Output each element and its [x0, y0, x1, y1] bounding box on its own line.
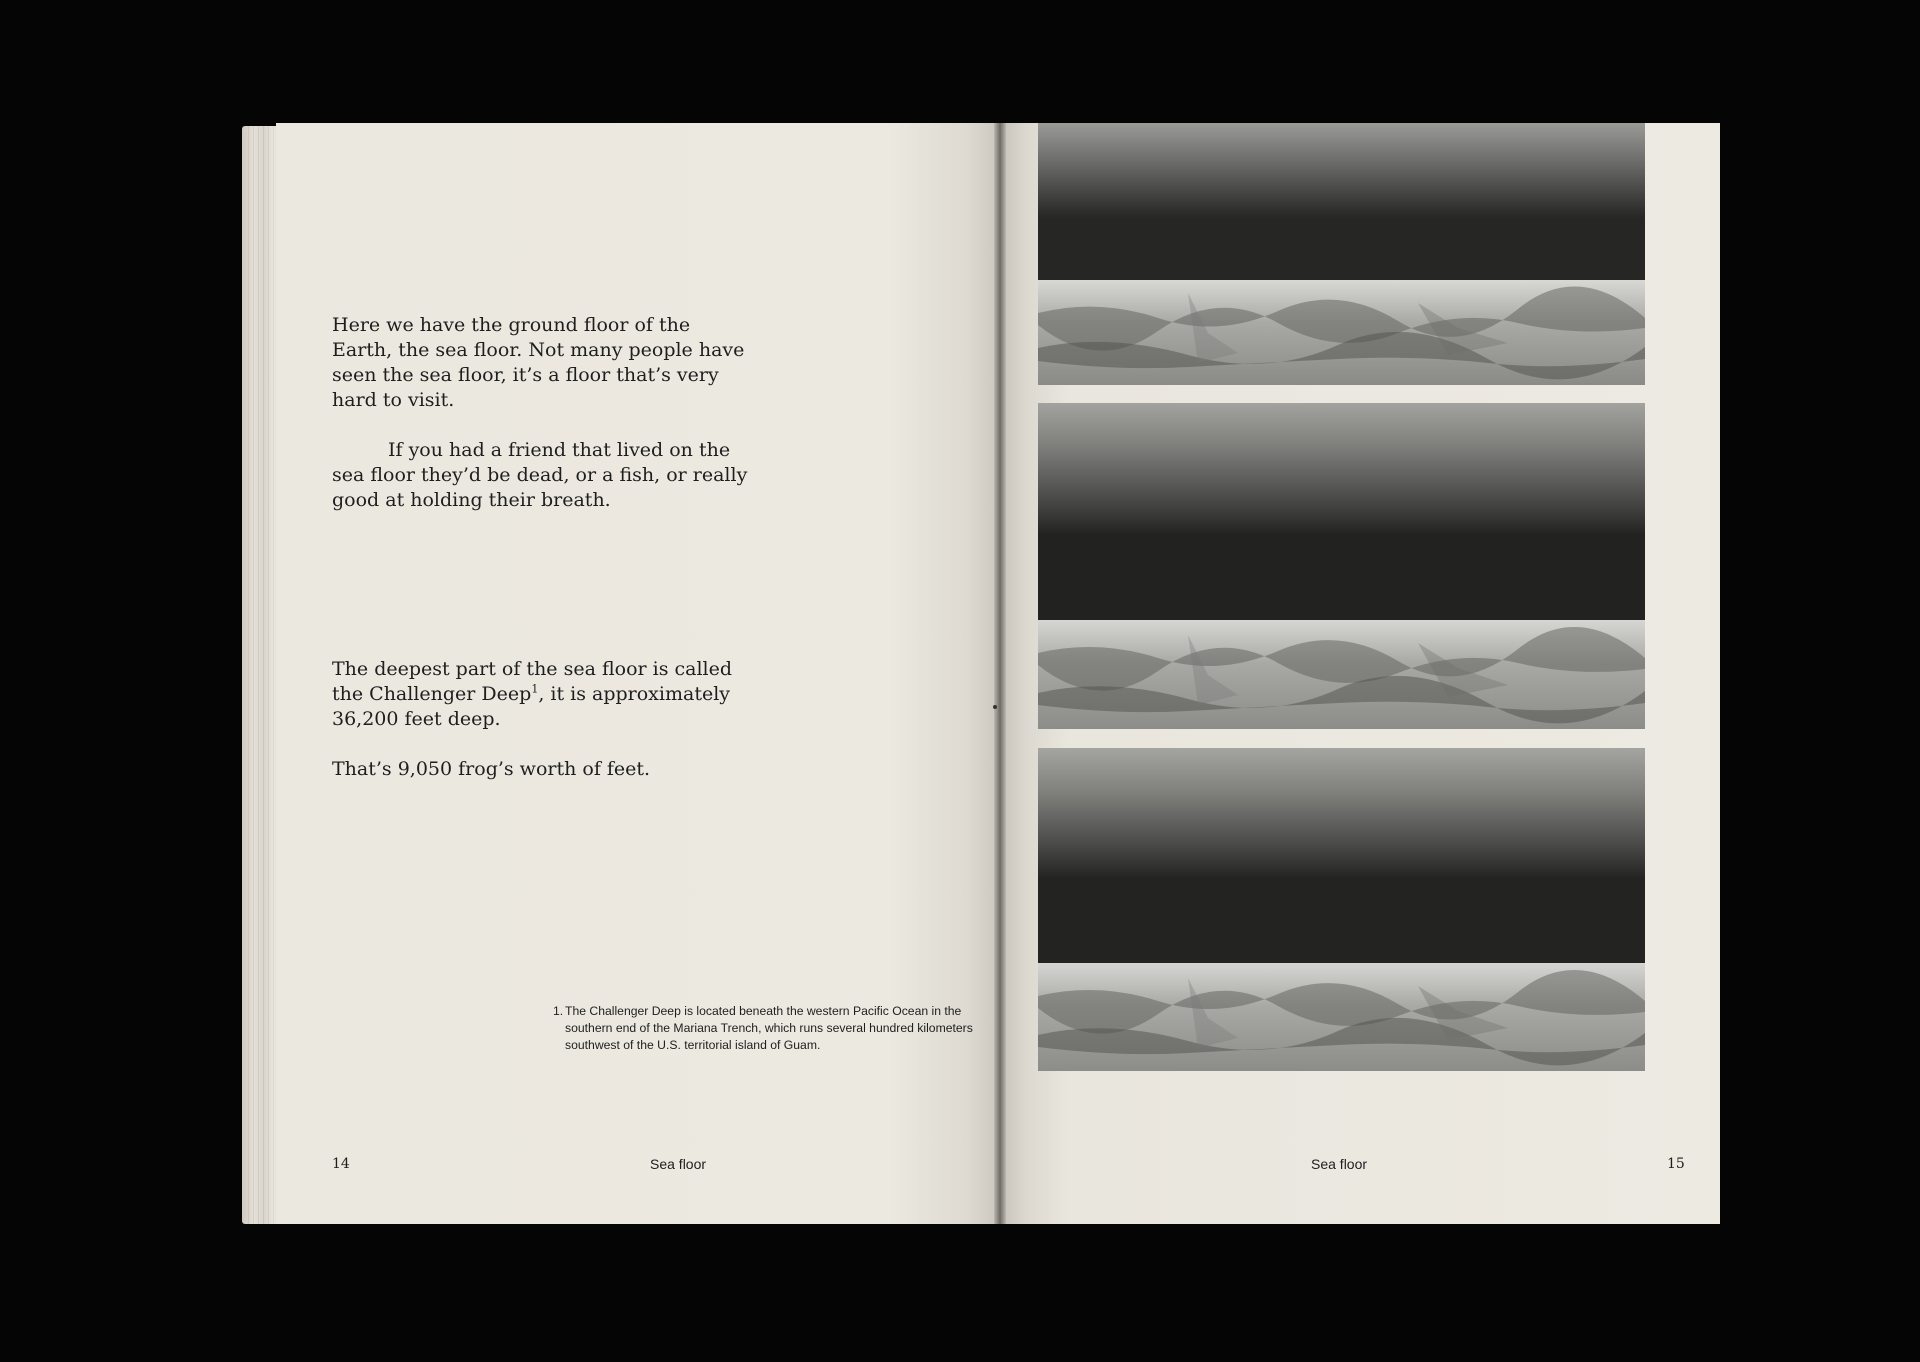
- book-spine: [994, 123, 1006, 1224]
- running-head-right: Sea floor: [1311, 1156, 1368, 1172]
- paper-speck: [993, 705, 997, 709]
- underwater-seafloor-photo: [1038, 748, 1645, 1071]
- underwater-seafloor-photo: [1038, 403, 1645, 729]
- footnote-reference: 1: [531, 682, 539, 696]
- footnote-number: 1.: [553, 1004, 564, 1018]
- paragraph: [332, 657, 752, 732]
- paragraph: Here we have the ground floor of the Earth, the sea floor. Not many people have seen the sea floor, it’s a floor that’s very hard to visit.: [332, 314, 745, 411]
- depth-text-block: [332, 657, 752, 782]
- paragraph-text: The deepest part of the sea floor is called the Challenger Deep: [332, 658, 733, 705]
- paragraph: If you had a friend that lived on the sea floor they’d be dead, or a fish, or really good at holding their breath.: [332, 439, 748, 511]
- paragraph: That’s 9,050 frog’s worth of feet.: [332, 758, 651, 780]
- intro-text-block: [332, 313, 752, 513]
- paragraph-text: , it is approximately 36,200 feet deep.: [332, 683, 731, 730]
- page-number-left: 14: [332, 1156, 350, 1172]
- footnote-text: The Challenger Deep is located beneath the western Pacific Ocean in the southern end of the Mariana Trench, which runs several hundred kilometers southwest of the U.S. territorial island of Guam.: [565, 1004, 973, 1052]
- footnote: [553, 1003, 973, 1054]
- underwater-seafloor-photo: [1038, 123, 1645, 385]
- running-head-left: Sea floor: [650, 1156, 707, 1172]
- page-number-right: 15: [1667, 1156, 1685, 1172]
